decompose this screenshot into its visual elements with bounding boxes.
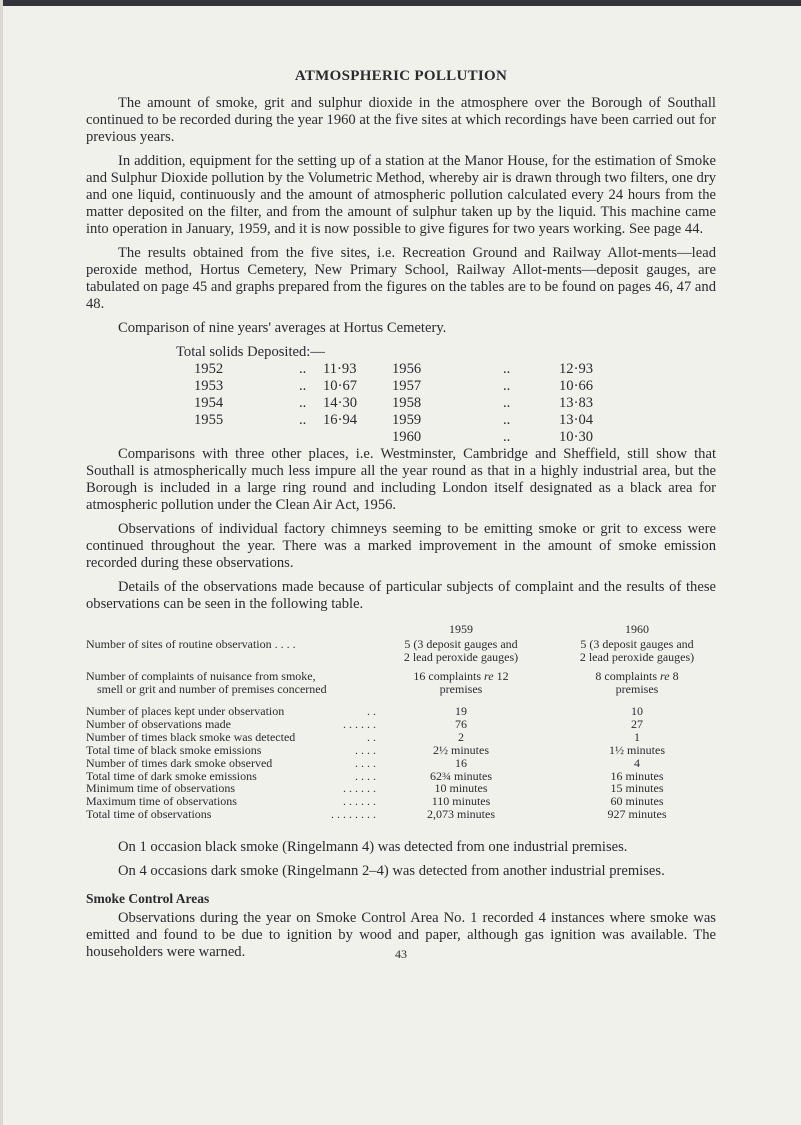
paragraph-intro: The amount of smoke, grit and sulphur dioxide in the atmosphere over the Borough of Southall continued to be recorded during the year 1960 at the five sites at which recordings have been carried out for previous years. xyxy=(86,95,716,145)
section-heading: Smoke Control Areas xyxy=(86,891,210,906)
solids-value: 10·67 xyxy=(323,378,358,394)
document-page xyxy=(86,64,716,968)
solids-year: 1957 xyxy=(392,378,422,394)
row-label: Maximum time of observations xyxy=(86,794,237,809)
row-dots: . . xyxy=(367,704,376,718)
scan-top-edge xyxy=(0,0,801,6)
cell-1959: 110 minutes xyxy=(431,794,491,809)
row-dots: . . . . . . xyxy=(343,781,376,796)
cell-complaints-1960-a: 8 complaints re 8 xyxy=(595,669,679,683)
row-label: Total time of black smoke emissions xyxy=(86,742,262,757)
solids-value: 10·30 xyxy=(559,429,594,445)
cell-1959: 62¾ minutes xyxy=(430,768,492,783)
cell-sites-1959-a: 5 (3 deposit gauges and xyxy=(404,637,518,651)
solids-year: 1958 xyxy=(392,395,422,411)
solids-value: 16·94 xyxy=(323,412,358,428)
cell-1959: 2 xyxy=(458,729,464,744)
solids-dots: .. xyxy=(299,378,307,394)
page-title: ATMOSPHERIC POLLUTION xyxy=(294,68,508,84)
row-label: Total time of observations xyxy=(86,807,212,822)
solids-value: 10·66 xyxy=(559,378,594,394)
cell-1960: 1½ minutes xyxy=(609,742,665,757)
row-dots: . . . . . . xyxy=(343,716,376,731)
solids-value: 13·83 xyxy=(559,395,594,411)
cell-1959: 10 minutes xyxy=(434,781,488,796)
solids-value: 12·93 xyxy=(559,361,594,377)
cell-1959: 2,073 minutes xyxy=(427,807,495,822)
solids-year: 1959 xyxy=(392,412,422,428)
paragraph-details: Details of the observations made because of particular subjects of complaint and the results of these observations can be seen in the following table. xyxy=(86,579,716,612)
page-number: 43 xyxy=(395,947,407,961)
solids-year: 1953 xyxy=(194,378,224,394)
paragraph-chimneys: Observations of individual factory chimneys seeming to be emitting smoke or grit to excess were continued throughout the year. There was a marked improvement in the amount of smoke emission recorded during these observations. xyxy=(86,521,716,571)
cell-1959: 76 xyxy=(455,716,467,731)
scan-left-edge xyxy=(0,0,3,1125)
solids-dots: .. xyxy=(503,378,511,394)
cell-1960: 60 minutes xyxy=(610,794,664,809)
row-label: Number of places kept under observation xyxy=(86,704,285,718)
solids-year: 1960 xyxy=(392,429,422,445)
paragraph-black-smoke: On 1 occasion black smoke (Ringelmann 4) was detected from one industrial premises. xyxy=(118,839,628,855)
cell-sites-1959-b: 2 lead peroxide gauges) xyxy=(403,650,519,664)
paragraph-volumetric: In addition, equipment for the setting up of a station at the Manor House, for the estimation of Smoke and Sulphur Dioxide pollution by the Volumetric Method, whereby air is drawn through two filters, one dry and one liquid, continuously and the amount of atmospheric pollution calculated every 24 hours from the matter deposited on the filter, and from the amount of sulphur taken up by the liquid. This machine came into operation in January, 1959, and it is now possible to give figures for two years working. See page 44. xyxy=(86,153,716,237)
cell-1960: 1 xyxy=(634,729,640,744)
row-label-sites: Number of sites of routine observation . . . . xyxy=(86,637,296,651)
solids-dots: .. xyxy=(503,361,511,377)
cell-1960: 27 xyxy=(631,716,643,731)
paragraph-smoke-control: Observations during the year on Smoke Control Area No. 1 recorded 4 instances where smoke was emitted and found to be due to ignition by wood and paper, although gas ignition was available. The householders were warned. xyxy=(86,910,716,960)
cell-sites-1960-a: 5 (3 deposit gauges and xyxy=(580,637,694,651)
solids-year: 1955 xyxy=(194,412,224,428)
cell-complaints-1959-a: 16 complaints re 12 xyxy=(413,669,509,683)
row-label: Number of times black smoke was detected xyxy=(86,729,296,744)
paragraph-comparison: Comparison of nine years' averages at Hortus Cemetery. xyxy=(118,320,447,336)
cell-sites-1960-b: 2 lead peroxide gauges) xyxy=(579,650,695,664)
paragraph-dark-smoke: On 4 occasions dark smoke (Ringelmann 2–4) was detected from another industrial premises. xyxy=(118,863,665,879)
row-dots: . . . . xyxy=(355,755,376,770)
solids-year: 1954 xyxy=(194,395,224,411)
cell-1960: 16 minutes xyxy=(610,768,664,783)
observations-table xyxy=(86,623,716,831)
row-label: Number of times dark smoke observed xyxy=(86,755,273,770)
cell-1960: 15 minutes xyxy=(610,781,664,796)
cell-complaints-1960-b: premises xyxy=(615,682,659,696)
solids-value: 13·04 xyxy=(559,412,594,428)
cell-1960: 10 xyxy=(631,704,643,718)
row-dots: . . . . . . . . xyxy=(331,807,376,822)
cell-1960: 4 xyxy=(634,755,640,770)
solids-value: 11·93 xyxy=(323,361,357,377)
solids-dots: .. xyxy=(503,395,511,411)
row-label: Minimum time of observations xyxy=(86,781,235,796)
solids-dots: .. xyxy=(503,412,511,428)
column-header-1959: 1959 xyxy=(449,622,473,636)
solids-table xyxy=(86,361,716,446)
row-label-complaints-b: smell or grit and number of premises concerned xyxy=(97,682,327,696)
cell-1959: 2½ minutes xyxy=(433,742,489,757)
row-dots: . . . . . . xyxy=(343,794,376,809)
cell-1960: 927 minutes xyxy=(607,807,667,822)
row-dots: . . . . xyxy=(355,768,376,783)
row-label-complaints-a: Number of complaints of nuisance from smoke, xyxy=(86,669,316,683)
solids-dots: .. xyxy=(299,395,307,411)
cell-complaints-1959-b: premises xyxy=(439,682,483,696)
solids-dots: .. xyxy=(299,361,307,377)
solids-dots: .. xyxy=(299,412,307,428)
solids-dots: .. xyxy=(503,429,511,445)
solids-value: 14·30 xyxy=(323,395,358,411)
paragraph-results: The results obtained from the five sites, i.e. Recreation Ground and Railway Allot-ments—lead peroxide method, Hortus Cemetery, New Primary School, Railway Allot-ments—deposit gauges, are tabulated on page 45 and graphs prepared from the figures on the tables are to be found on pages 46, 47 and 48. xyxy=(86,245,716,312)
solids-label: Total solids Deposited:— xyxy=(176,344,325,360)
column-header-1960: 1960 xyxy=(625,622,649,636)
row-label: Number of observations made xyxy=(86,716,231,731)
row-dots: . . xyxy=(367,729,376,744)
row-label: Total time of dark smoke emissions xyxy=(86,768,257,783)
row-dots: . . . . xyxy=(355,742,376,757)
solids-year: 1952 xyxy=(194,361,224,377)
cell-1959: 19 xyxy=(455,704,467,718)
cell-1959: 16 xyxy=(455,755,467,770)
paragraph-comparisons-places: Comparisons with three other places, i.e. Westminster, Cambridge and Sheffield, still show that Southall is atmospherically much less impure all the year round as that in a highly industrial area, but the Borough is included in a large ring round and including London itself designated as a black area for atmospheric pollution under the Clean Air Act, 1956. xyxy=(86,446,716,513)
solids-year: 1956 xyxy=(392,361,422,377)
